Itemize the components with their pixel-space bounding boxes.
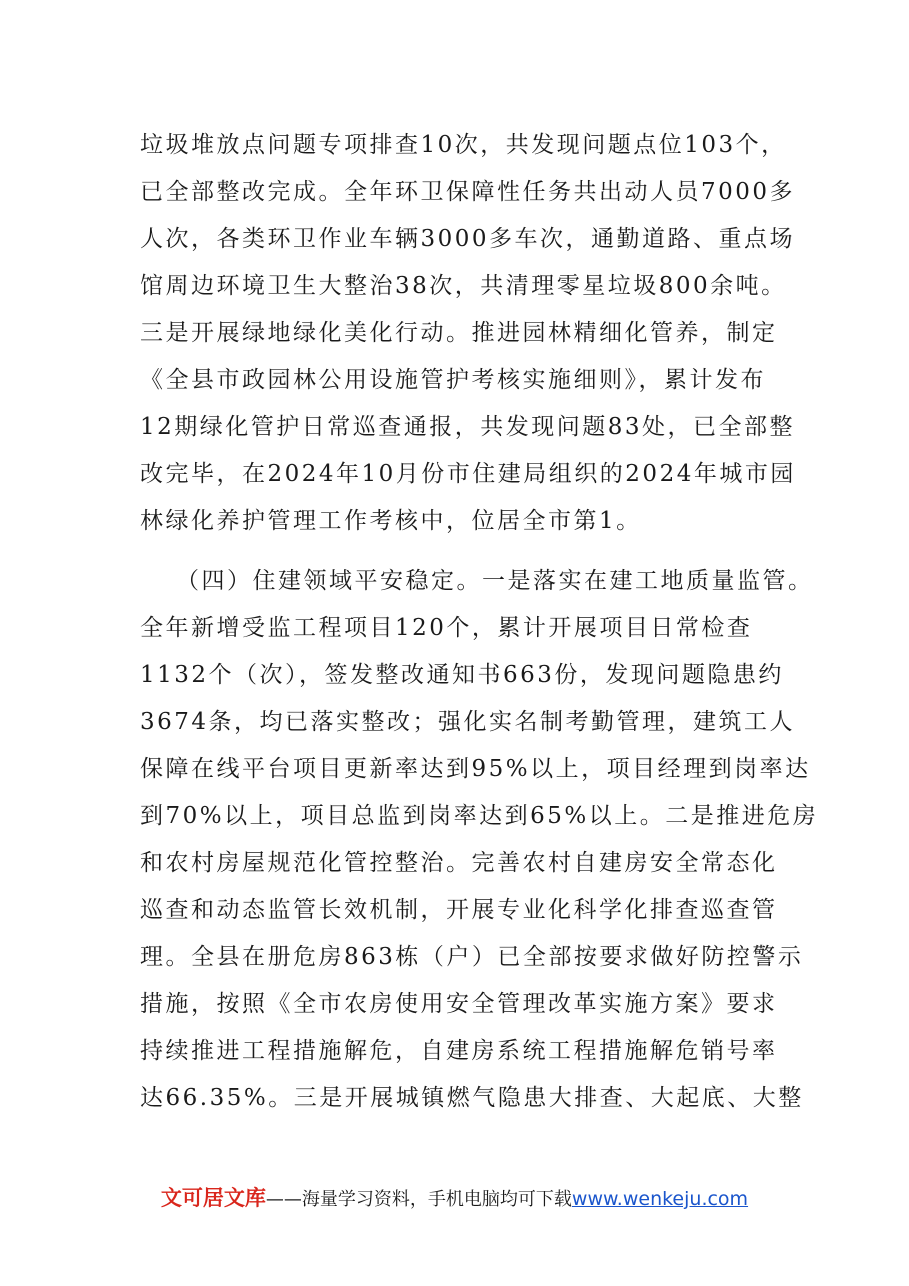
text-line: 到70%以上，项目总监到岗率达到65%以上。二是推进危房 — [140, 803, 819, 829]
footer-site-link[interactable]: www.wenkeju.com — [571, 1188, 749, 1210]
text-line: 持续推进工程措施解危，自建房系统工程措施解危销号率 — [140, 1038, 778, 1064]
text-line: 已全部整改完成。全年环卫保障性任务共出动人员7000多 — [140, 179, 796, 205]
text-line: 措施，按照《全市农房使用安全管理改革实施方案》要求 — [140, 991, 778, 1017]
text-line: 达66.35%。三是开展城镇燃气隐患大排查、大起底、大整 — [140, 1085, 804, 1111]
text-line: 《全县市政园林公用设施管护考核实施细则》，累计发布 — [140, 367, 766, 393]
text-line: 和农村房屋规范化管控整治。完善农村自建房安全常态化 — [140, 850, 778, 876]
text-line: 3674条，均已落实整改；强化实名制考勤管理，建筑工人 — [140, 709, 796, 735]
text-line: 理。全县在册危房863栋（户）已全部按要求做好防控警示 — [140, 944, 804, 970]
text-line: 巡查和动态监管长效机制，开展专业化科学化排查巡查管 — [140, 897, 778, 923]
text-line: 改完毕，在2024年10月份市住建局组织的2024年城市园 — [140, 461, 796, 487]
text-line: 人次，各类环卫作业车辆3000多车次，通勤道路、重点场 — [140, 226, 796, 252]
text-line: 1132个（次），签发整改通知书663份，发现问题隐患约 — [140, 662, 784, 688]
text-line: 林绿化养护管理工作考核中，位居全市第1。 — [140, 508, 642, 534]
text-line: 垃圾堆放点问题专项排查10次，共发现问题点位103个， — [140, 132, 787, 158]
text-line: 馆周边环境卫生大整治38次，共清理零星垃圾800余吨。 — [140, 273, 787, 299]
page-footer — [0, 1182, 909, 1212]
section-heading-line: （四）住建领域平安稳定。一是落实在建工地质量监管。 — [176, 568, 814, 594]
text-line: 全年新增受监工程项目120个，累计开展项目日常检查 — [140, 615, 753, 641]
footer-tagline: ——海量学习资料，手机电脑均可下载 — [265, 1189, 572, 1210]
text-line: 12期绿化管护日常巡查通报，共发现问题83处，已全部整 — [140, 414, 796, 440]
footer-brand: 文可居文库 — [160, 1186, 266, 1210]
text-line: 三是开展绿地绿化美化行动。推进园林精细化管养，制定 — [140, 320, 778, 346]
text-line: 保障在线平台项目更新率达到95%以上，项目经理到岗率达 — [140, 756, 811, 782]
